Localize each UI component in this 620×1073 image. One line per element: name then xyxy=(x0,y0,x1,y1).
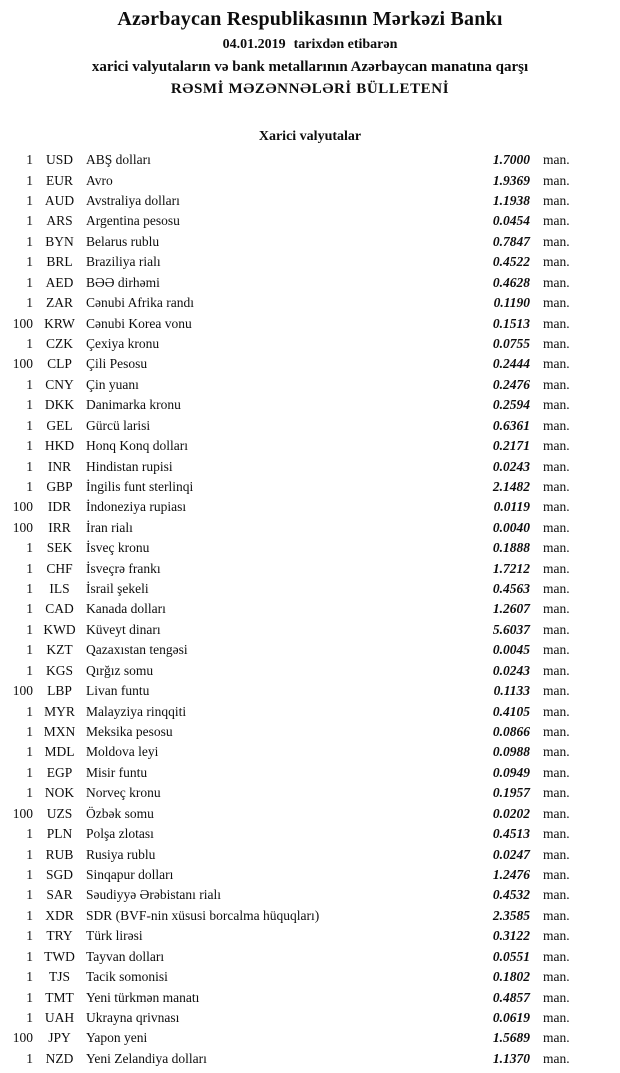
currency-code-cell: KRW xyxy=(44,315,75,331)
nominal-cell: 1 xyxy=(26,438,33,454)
rate-row xyxy=(0,865,577,885)
rate-row xyxy=(0,456,577,476)
effective-date-line xyxy=(0,34,620,56)
currency-name-cell: Avstraliya dolları xyxy=(86,193,180,209)
currency-name-cell: Qazaxıstan tengəsi xyxy=(86,642,188,658)
currency-code-cell: JPY xyxy=(48,1030,71,1046)
unit-cell: man. xyxy=(543,1050,570,1066)
nominal-cell: 100 xyxy=(12,499,33,515)
rate-row xyxy=(0,477,577,497)
currency-code-cell: HKD xyxy=(44,438,75,454)
unit-cell: man. xyxy=(543,295,570,311)
currency-code-cell: IDR xyxy=(47,499,72,515)
bulletin-header xyxy=(0,0,620,100)
nominal-cell: 1 xyxy=(26,764,33,780)
currency-code-cell: EGP xyxy=(46,764,73,780)
rate-value-cell: 2.3585 xyxy=(492,907,530,923)
currency-name-cell: Özbək somu xyxy=(86,805,154,821)
nominal-cell: 100 xyxy=(12,356,33,372)
currency-code-cell: CLP xyxy=(47,356,72,372)
nominal-cell: 1 xyxy=(26,907,33,923)
rate-row xyxy=(0,824,577,844)
rate-value-cell: 0.2444 xyxy=(492,356,530,372)
nominal-cell: 1 xyxy=(26,826,33,842)
unit-cell: man. xyxy=(543,274,570,290)
currency-code-cell: ILS xyxy=(49,581,70,597)
rate-row xyxy=(0,906,577,926)
nominal-cell: 1 xyxy=(26,785,33,801)
currency-name-cell: Tayvan dolları xyxy=(86,948,165,964)
currency-code-cell: USD xyxy=(45,152,73,168)
currency-name-cell: Livan funtu xyxy=(86,683,150,699)
rate-row xyxy=(0,395,577,415)
rate-row xyxy=(0,742,577,762)
currency-name-cell: Malayziya rinqqiti xyxy=(86,703,187,719)
unit-cell: man. xyxy=(543,417,570,433)
rate-value-cell: 0.2171 xyxy=(492,438,530,454)
unit-cell: man. xyxy=(543,1009,570,1025)
currency-name-cell: Cənubi Afrika randı xyxy=(86,295,194,311)
rate-row xyxy=(0,579,577,599)
currency-code-cell: ARS xyxy=(46,213,73,229)
rate-value-cell: 0.4513 xyxy=(492,826,530,842)
rate-value-cell: 0.0243 xyxy=(492,458,530,474)
unit-cell: man. xyxy=(543,989,570,1005)
unit-cell: man. xyxy=(543,744,570,760)
currency-name-cell: İsveçrə frankı xyxy=(86,560,161,576)
rate-value-cell: 0.6361 xyxy=(492,417,530,433)
nominal-cell: 100 xyxy=(12,315,33,331)
unit-cell: man. xyxy=(543,376,570,392)
currency-name-cell: Moldova leyi xyxy=(86,744,159,760)
unit-cell: man. xyxy=(543,172,570,188)
nominal-cell: 1 xyxy=(26,662,33,678)
unit-cell: man. xyxy=(543,785,570,801)
rate-row xyxy=(0,518,577,538)
unit-cell: man. xyxy=(543,621,570,637)
currency-name-cell: SDR (BVF-nin xüsusi borcalma hüquqları) xyxy=(86,907,320,923)
currency-name-cell: Çexiya kronu xyxy=(86,336,160,351)
nominal-cell: 1 xyxy=(26,213,33,229)
nominal-cell: 1 xyxy=(26,560,33,576)
currency-name-cell: Sinqapur dolları xyxy=(86,866,174,882)
rate-row xyxy=(0,701,577,721)
nominal-cell: 1 xyxy=(26,642,33,658)
rate-row xyxy=(0,926,577,946)
rate-value-cell: 0.0619 xyxy=(492,1009,530,1025)
unit-cell: man. xyxy=(543,805,570,821)
rate-value-cell: 0.0243 xyxy=(492,662,530,678)
effective-date-suffix: tarixdən etibarən xyxy=(293,37,398,52)
rate-value-cell: 0.0949 xyxy=(492,764,530,780)
rate-value-cell: 0.0551 xyxy=(492,948,530,964)
currency-name-cell: Hindistan rupisi xyxy=(86,458,173,474)
unit-cell: man. xyxy=(543,356,570,372)
rate-row xyxy=(0,661,577,681)
unit-cell: man. xyxy=(543,866,570,882)
rate-row xyxy=(0,620,577,640)
rate-value-cell: 1.2476 xyxy=(492,866,530,882)
unit-cell: man. xyxy=(543,601,570,617)
effective-date: 04.01.2019 xyxy=(222,37,286,52)
currency-name-cell: İsrail şekeli xyxy=(86,581,149,597)
currency-name-cell: Cənubi Korea vonu xyxy=(86,315,192,331)
rate-value-cell: 0.4563 xyxy=(492,581,530,597)
nominal-cell: 1 xyxy=(26,233,33,249)
rate-value-cell: 1.2607 xyxy=(492,601,530,617)
nominal-cell: 100 xyxy=(12,805,33,821)
rate-value-cell: 0.4522 xyxy=(492,254,530,270)
nominal-cell: 1 xyxy=(26,724,33,740)
rate-value-cell: 0.3122 xyxy=(492,928,530,944)
rate-value-cell: 0.0988 xyxy=(492,744,530,760)
rate-value-cell: 0.4532 xyxy=(492,887,530,903)
unit-cell: man. xyxy=(543,969,570,985)
currency-code-cell: KGS xyxy=(45,662,73,678)
currency-code-cell: IRR xyxy=(48,519,71,535)
nominal-cell: 1 xyxy=(26,540,33,556)
rate-value-cell: 0.2476 xyxy=(492,376,530,392)
rate-row xyxy=(0,232,577,252)
unit-cell: man. xyxy=(543,499,570,515)
rate-value-cell: 2.1482 xyxy=(492,478,530,494)
rate-row xyxy=(0,987,577,1007)
currency-name-cell: Norveç kronu xyxy=(86,785,161,801)
rate-value-cell: 0.1513 xyxy=(492,315,530,331)
rate-value-cell: 0.0247 xyxy=(492,846,530,862)
unit-cell: man. xyxy=(543,233,570,249)
rate-row xyxy=(0,150,577,170)
nominal-cell: 1 xyxy=(26,744,33,760)
unit-cell: man. xyxy=(543,540,570,556)
rate-value-cell: 0.4105 xyxy=(492,703,530,719)
page-title: Azərbaycan Respublikasının Mərkəzi Bankı xyxy=(117,8,503,30)
unit-cell: man. xyxy=(543,519,570,535)
currency-name-cell: İsveç kronu xyxy=(86,540,150,556)
currency-name-cell: Çin yuanı xyxy=(86,376,139,392)
currency-code-cell: NOK xyxy=(44,785,75,801)
rate-row xyxy=(0,967,577,987)
rate-row xyxy=(0,763,577,783)
nominal-cell: 1 xyxy=(26,846,33,862)
currency-name-cell: Avro xyxy=(86,172,113,188)
unit-cell: man. xyxy=(543,213,570,229)
rate-value-cell: 0.7847 xyxy=(492,233,530,249)
unit-cell: man. xyxy=(543,152,570,168)
rate-value-cell: 0.0454 xyxy=(492,213,530,229)
unit-cell: man. xyxy=(543,193,570,209)
rate-value-cell: 1.9369 xyxy=(492,172,530,188)
rate-row xyxy=(0,1049,577,1069)
currency-name-cell: İndoneziya rupiası xyxy=(86,499,187,515)
nominal-cell: 1 xyxy=(26,1009,33,1025)
currency-code-cell: CZK xyxy=(46,336,73,351)
rate-row xyxy=(0,293,577,313)
rate-row xyxy=(0,313,577,333)
rate-value-cell: 1.1938 xyxy=(492,193,530,209)
currency-code-cell: CAD xyxy=(45,601,74,617)
rate-value-cell: 0.0202 xyxy=(492,805,530,821)
rate-row xyxy=(0,497,577,517)
currency-name-cell: Argentina pesosu xyxy=(86,213,180,229)
currency-code-cell: CHF xyxy=(46,560,73,576)
currency-name-cell: Meksika pesosu xyxy=(86,724,173,740)
currency-name-cell: Türk lirəsi xyxy=(86,928,143,944)
nominal-cell: 1 xyxy=(26,621,33,637)
rate-row xyxy=(0,436,577,456)
rate-value-cell: 1.7212 xyxy=(492,560,530,576)
currency-code-cell: KWD xyxy=(43,621,76,637)
currency-name-cell: İran rialı xyxy=(86,519,133,535)
rate-value-cell: 0.0119 xyxy=(493,499,530,515)
currency-code-cell: AED xyxy=(45,274,74,290)
rate-value-cell: 0.2594 xyxy=(492,397,530,413)
currency-name-cell: ABŞ dolları xyxy=(86,152,151,168)
unit-cell: man. xyxy=(543,928,570,944)
rate-row xyxy=(0,191,577,211)
currency-code-cell: LBP xyxy=(47,683,72,699)
unit-cell: man. xyxy=(543,826,570,842)
rate-value-cell: 0.1190 xyxy=(493,295,530,311)
nominal-cell: 100 xyxy=(12,683,33,699)
nominal-cell: 1 xyxy=(26,601,33,617)
nominal-cell: 1 xyxy=(26,478,33,494)
currency-name-cell: İngilis funt sterlinqi xyxy=(86,478,194,494)
rate-row xyxy=(0,599,577,619)
currency-code-cell: GBP xyxy=(46,478,73,494)
rate-value-cell: 0.4857 xyxy=(492,989,530,1005)
nominal-cell: 1 xyxy=(26,581,33,597)
currency-name-cell: Honq Konq dolları xyxy=(86,438,188,454)
rates-table xyxy=(0,150,620,1069)
currency-code-cell: SGD xyxy=(45,866,73,882)
unit-cell: man. xyxy=(543,683,570,699)
currency-name-cell: Səudiyyə Ərəbistanı rialı xyxy=(86,887,221,903)
currency-code-cell: TMT xyxy=(45,989,74,1005)
unit-cell: man. xyxy=(543,458,570,474)
currency-name-cell: Gürcü larisi xyxy=(86,417,151,433)
unit-cell: man. xyxy=(543,315,570,331)
rate-row xyxy=(0,415,577,435)
nominal-cell: 1 xyxy=(26,887,33,903)
rate-row xyxy=(0,1028,577,1048)
currency-code-cell: PLN xyxy=(46,826,73,842)
currency-name-cell: Braziliya rialı xyxy=(86,254,161,270)
unit-cell: man. xyxy=(543,907,570,923)
rate-row xyxy=(0,804,577,824)
rate-row xyxy=(0,375,577,395)
nominal-cell: 1 xyxy=(26,866,33,882)
currency-code-cell: SAR xyxy=(46,887,73,903)
rate-row xyxy=(0,1008,577,1028)
rate-row xyxy=(0,844,577,864)
rate-row xyxy=(0,354,577,374)
nominal-cell: 1 xyxy=(26,172,33,188)
currency-name-cell: Danimarka kronu xyxy=(86,397,181,413)
currency-name-cell: Qırğız somu xyxy=(86,662,154,678)
nominal-cell: 1 xyxy=(26,397,33,413)
unit-cell: man. xyxy=(543,662,570,678)
currency-code-cell: TRY xyxy=(46,928,73,944)
section-title-foreign-currencies: Xarici valyutalar xyxy=(258,129,362,144)
currency-code-cell: DKK xyxy=(44,397,75,413)
currency-name-cell: Yeni Zelandiya dolları xyxy=(86,1050,207,1066)
rate-value-cell: 1.1370 xyxy=(492,1050,530,1066)
nominal-cell: 1 xyxy=(26,254,33,270)
unit-cell: man. xyxy=(543,560,570,576)
unit-cell: man. xyxy=(543,478,570,494)
rate-row xyxy=(0,722,577,742)
currency-code-cell: UAH xyxy=(44,1009,75,1025)
unit-cell: man. xyxy=(543,764,570,780)
currency-code-cell: MXN xyxy=(43,724,76,740)
nominal-cell: 100 xyxy=(12,1030,33,1046)
rate-value-cell: 0.0040 xyxy=(492,519,530,535)
currency-name-cell: Kanada dolları xyxy=(86,601,166,617)
rate-value-cell: 0.1957 xyxy=(492,785,530,801)
currency-code-cell: XDR xyxy=(45,907,74,923)
nominal-cell: 1 xyxy=(26,152,33,168)
nominal-cell: 1 xyxy=(26,989,33,1005)
rate-row xyxy=(0,681,577,701)
nominal-cell: 1 xyxy=(26,295,33,311)
rate-row xyxy=(0,885,577,905)
currency-code-cell: SEK xyxy=(46,540,73,556)
nominal-cell: 1 xyxy=(26,458,33,474)
rate-row xyxy=(0,252,577,272)
unit-cell: man. xyxy=(543,642,570,658)
rate-row xyxy=(0,946,577,966)
unit-cell: man. xyxy=(543,397,570,413)
currency-code-cell: BRL xyxy=(46,254,73,270)
rate-value-cell: 0.4628 xyxy=(492,274,530,290)
rate-row xyxy=(0,558,577,578)
currency-code-cell: CNY xyxy=(45,376,74,392)
rate-value-cell: 0.0045 xyxy=(492,642,530,658)
nominal-cell: 1 xyxy=(26,703,33,719)
unit-cell: man. xyxy=(543,438,570,454)
currency-code-cell: RUB xyxy=(45,846,74,862)
unit-cell: man. xyxy=(543,1030,570,1046)
currency-name-cell: BƏƏ dirhəmi xyxy=(86,274,160,290)
currency-name-cell: Yeni türkmən manatı xyxy=(86,989,200,1005)
bulletin-subtitle: xarici valyutaların və bank metallarının Azərbaycan manatına qarşı xyxy=(91,59,529,75)
unit-cell: man. xyxy=(543,581,570,597)
nominal-cell: 1 xyxy=(26,417,33,433)
rate-value-cell: 0.0866 xyxy=(492,724,530,740)
rate-row xyxy=(0,783,577,803)
bulletin-name: RƏSMİ MƏZƏNNƏLƏRİ BÜLLETENİ xyxy=(170,81,450,97)
currency-code-cell: AUD xyxy=(44,193,75,209)
rate-value-cell: 1.5689 xyxy=(492,1030,530,1046)
currency-code-cell: EUR xyxy=(46,172,73,188)
rate-value-cell: 0.1888 xyxy=(492,540,530,556)
unit-cell: man. xyxy=(543,846,570,862)
unit-cell: man. xyxy=(543,336,570,351)
currency-name-cell: Tacik somonisi xyxy=(86,969,168,985)
nominal-cell: 1 xyxy=(26,948,33,964)
currency-code-cell: BYN xyxy=(45,233,74,249)
nominal-cell: 1 xyxy=(26,336,33,351)
rate-row xyxy=(0,170,577,190)
rate-value-cell: 1.7000 xyxy=(492,152,530,168)
rate-row xyxy=(0,334,577,354)
currency-code-cell: ZAR xyxy=(46,295,73,311)
currency-name-cell: Polşa zlotası xyxy=(86,826,154,842)
nominal-cell: 1 xyxy=(26,193,33,209)
currency-name-cell: Çili Pesosu xyxy=(86,356,148,372)
nominal-cell: 1 xyxy=(26,376,33,392)
nominal-cell: 1 xyxy=(26,274,33,290)
rate-value-cell: 0.1133 xyxy=(493,683,530,699)
currency-code-cell: INR xyxy=(47,458,72,474)
currency-code-cell: NZD xyxy=(45,1050,74,1066)
rate-row xyxy=(0,640,577,660)
unit-cell: man. xyxy=(543,887,570,903)
unit-cell: man. xyxy=(543,948,570,964)
currency-code-cell: GEL xyxy=(46,417,73,433)
currency-code-cell: KZT xyxy=(46,642,73,658)
unit-cell: man. xyxy=(543,254,570,270)
currency-code-cell: MDL xyxy=(44,744,75,760)
currency-code-cell: UZS xyxy=(46,805,73,821)
currency-name-cell: Misir funtu xyxy=(86,764,148,780)
currency-name-cell: Rusiya rublu xyxy=(86,846,156,862)
currency-code-cell: MYR xyxy=(44,703,75,719)
nominal-cell: 1 xyxy=(26,969,33,985)
unit-cell: man. xyxy=(543,724,570,740)
rate-value-cell: 0.1802 xyxy=(492,969,530,985)
currency-name-cell: Yapon yeni xyxy=(86,1030,148,1046)
currency-name-cell: Küveyt dinarı xyxy=(86,621,161,637)
rate-row xyxy=(0,538,577,558)
unit-cell: man. xyxy=(543,703,570,719)
currency-code-cell: TWD xyxy=(44,948,75,964)
currency-name-cell: Ukrayna qrivnası xyxy=(86,1009,180,1025)
rate-value-cell: 5.6037 xyxy=(492,621,530,637)
currency-code-cell: TJS xyxy=(48,969,70,985)
nominal-cell: 1 xyxy=(26,1050,33,1066)
rate-row xyxy=(0,211,577,231)
rate-value-cell: 0.0755 xyxy=(492,336,530,351)
nominal-cell: 1 xyxy=(26,928,33,944)
nominal-cell: 100 xyxy=(12,519,33,535)
rate-row xyxy=(0,273,577,293)
currency-name-cell: Belarus rublu xyxy=(86,233,160,249)
